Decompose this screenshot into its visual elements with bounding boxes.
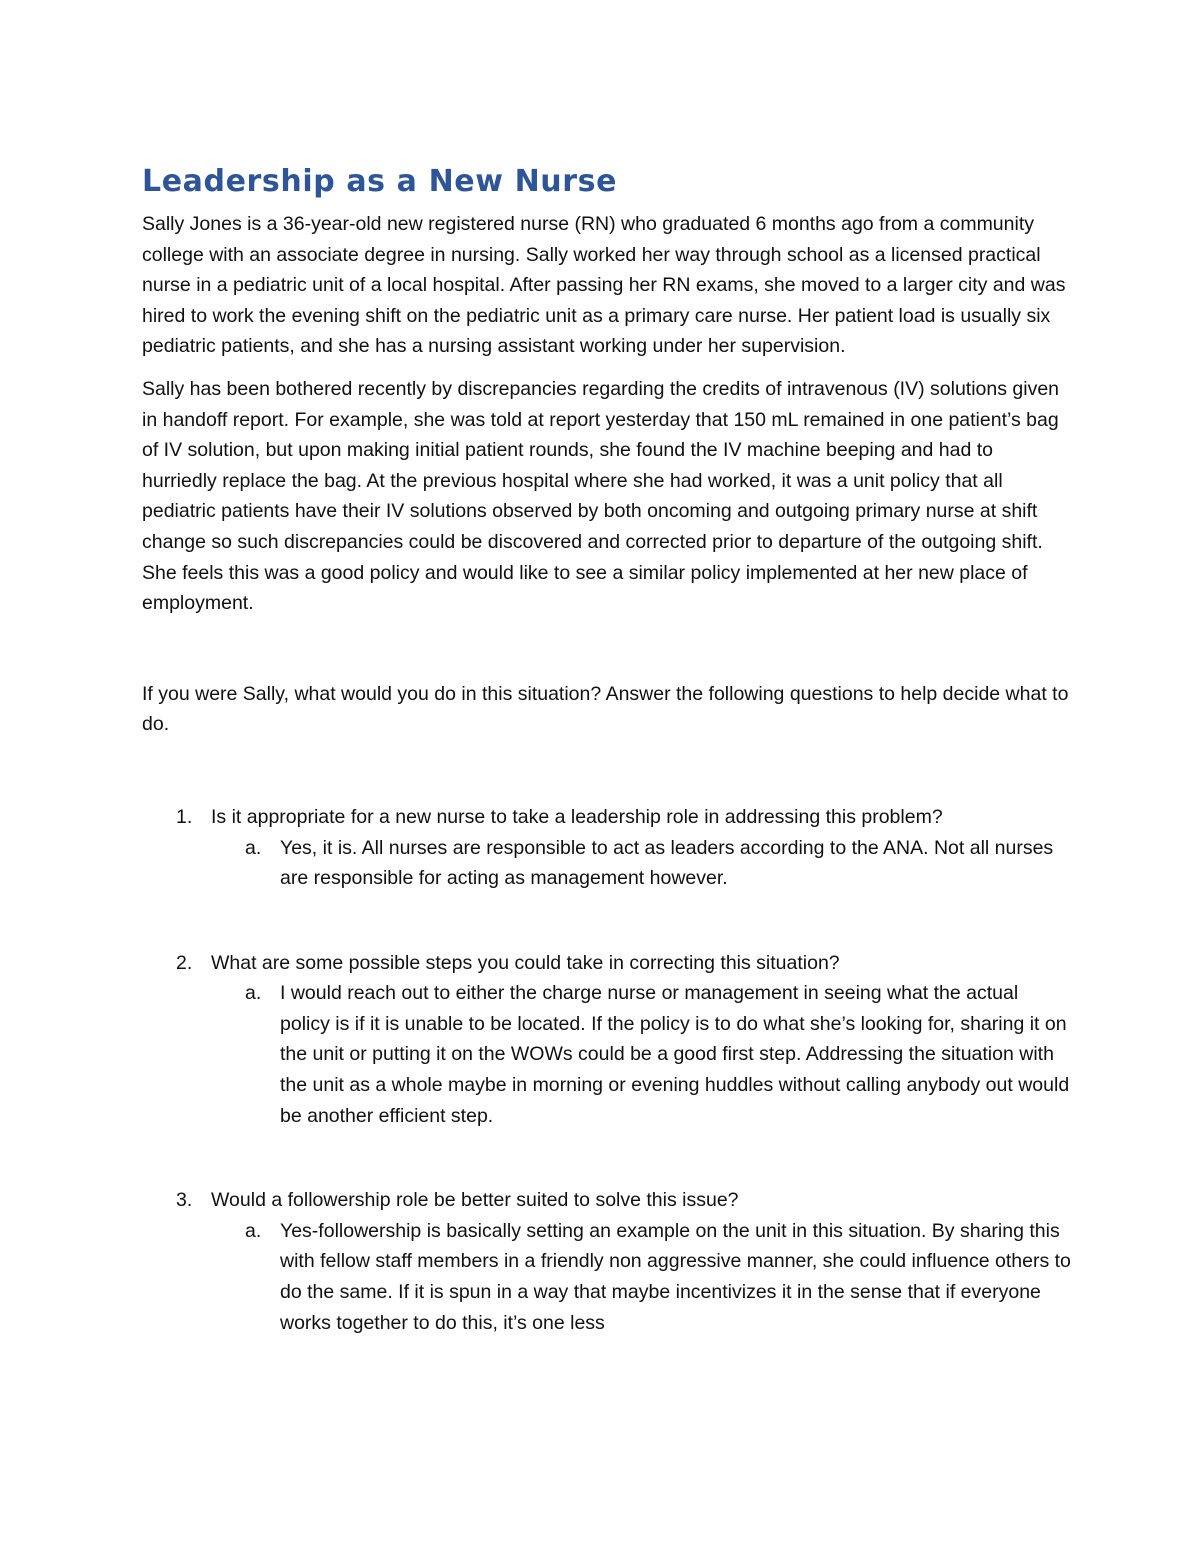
answer-text: I would reach out to either the charge nurse or management in seeing what the actual policy is if it is unable to be located. If the policy is to do what she’s looking for, sharing it on the unit or putting it on the WOWs could be a good first step. Addressing the situation with the unit as a whole maybe in morning or evening huddles without calling anybody out would be another efficient step. [280,982,1070,1127]
question-text: Is it appropriate for a new nurse to take a leadership role in addressing this problem? [211,805,943,828]
answer-letter: a. [245,836,262,859]
question-prompt: If you were Sally, what would you do in this situation? Answer the following questions to help decide what to do. [142,682,1069,736]
question-item-3 [142,1185,1072,1338]
question-item-1 [142,802,1072,894]
question-number: 3. [176,1189,193,1212]
answer-text: Yes, it is. All nurses are responsible to act as leaders according to the ANA. Not all nurses are responsible for acting as management however. [280,836,1054,890]
case-paragraph-1: Sally Jones is a 36-year-old new registered nurse (RN) who graduated 6 months ago from a community college with an associate degree in nursing. Sally worked her way through school as a licensed practical nurse in a pediatric unit of a local hospital. After passing her RN exams, she moved to a larger city and was hired to work the evening shift on the pediatric unit as a primary care nurse. Her patient load is usually six pediatric patients, and she has a nursing assistant working under her supervision. [142,213,1066,358]
answer-item [211,1216,1072,1338]
question-number: 1. [176,805,193,828]
answer-letter: a. [245,982,262,1005]
answer-letter: a. [245,1219,262,1242]
question-number: 2. [176,951,193,974]
question-item-2 [142,948,1072,1132]
document-body [142,158,1072,1338]
answer-item [211,833,1072,894]
case-paragraph-2: Sally has been bothered recently by discrepancies regarding the credits of intravenous (IV) solutions given in handoff report. For example, she was told at report yesterday that 150 mL remained in one patient’s bag of IV solution, but upon making initial patient rounds, she found the IV machine beeping and had to hurriedly replace the bag. At the previous hospital where she had worked, it was a unit policy that all pediatric patients have their IV solutions observed by both oncoming and outgoing primary nurse at shift change so such discrepancies could be discovered and corrected prior to departure of the outgoing shift. She feels this was a good policy and would like to see a similar policy implemented at her new place of employment. [142,377,1060,615]
answer-item [211,978,1072,1131]
document-title: Leadership as a New Nurse [142,164,618,199]
question-text: What are some possible steps you could take in correcting this situation? [211,951,840,974]
question-text: Would a followership role be better suited to solve this issue? [211,1189,739,1212]
answer-text: Yes-followership is basically setting an example on the unit in this situation. By sharing this with fellow staff members in a friendly non aggressive manner, she could influence others to do the same. If it is spun in a way that maybe incentivizes it in the sense that if everyone works together to do this, it’s one less [280,1219,1071,1334]
question-list [142,802,1072,1338]
